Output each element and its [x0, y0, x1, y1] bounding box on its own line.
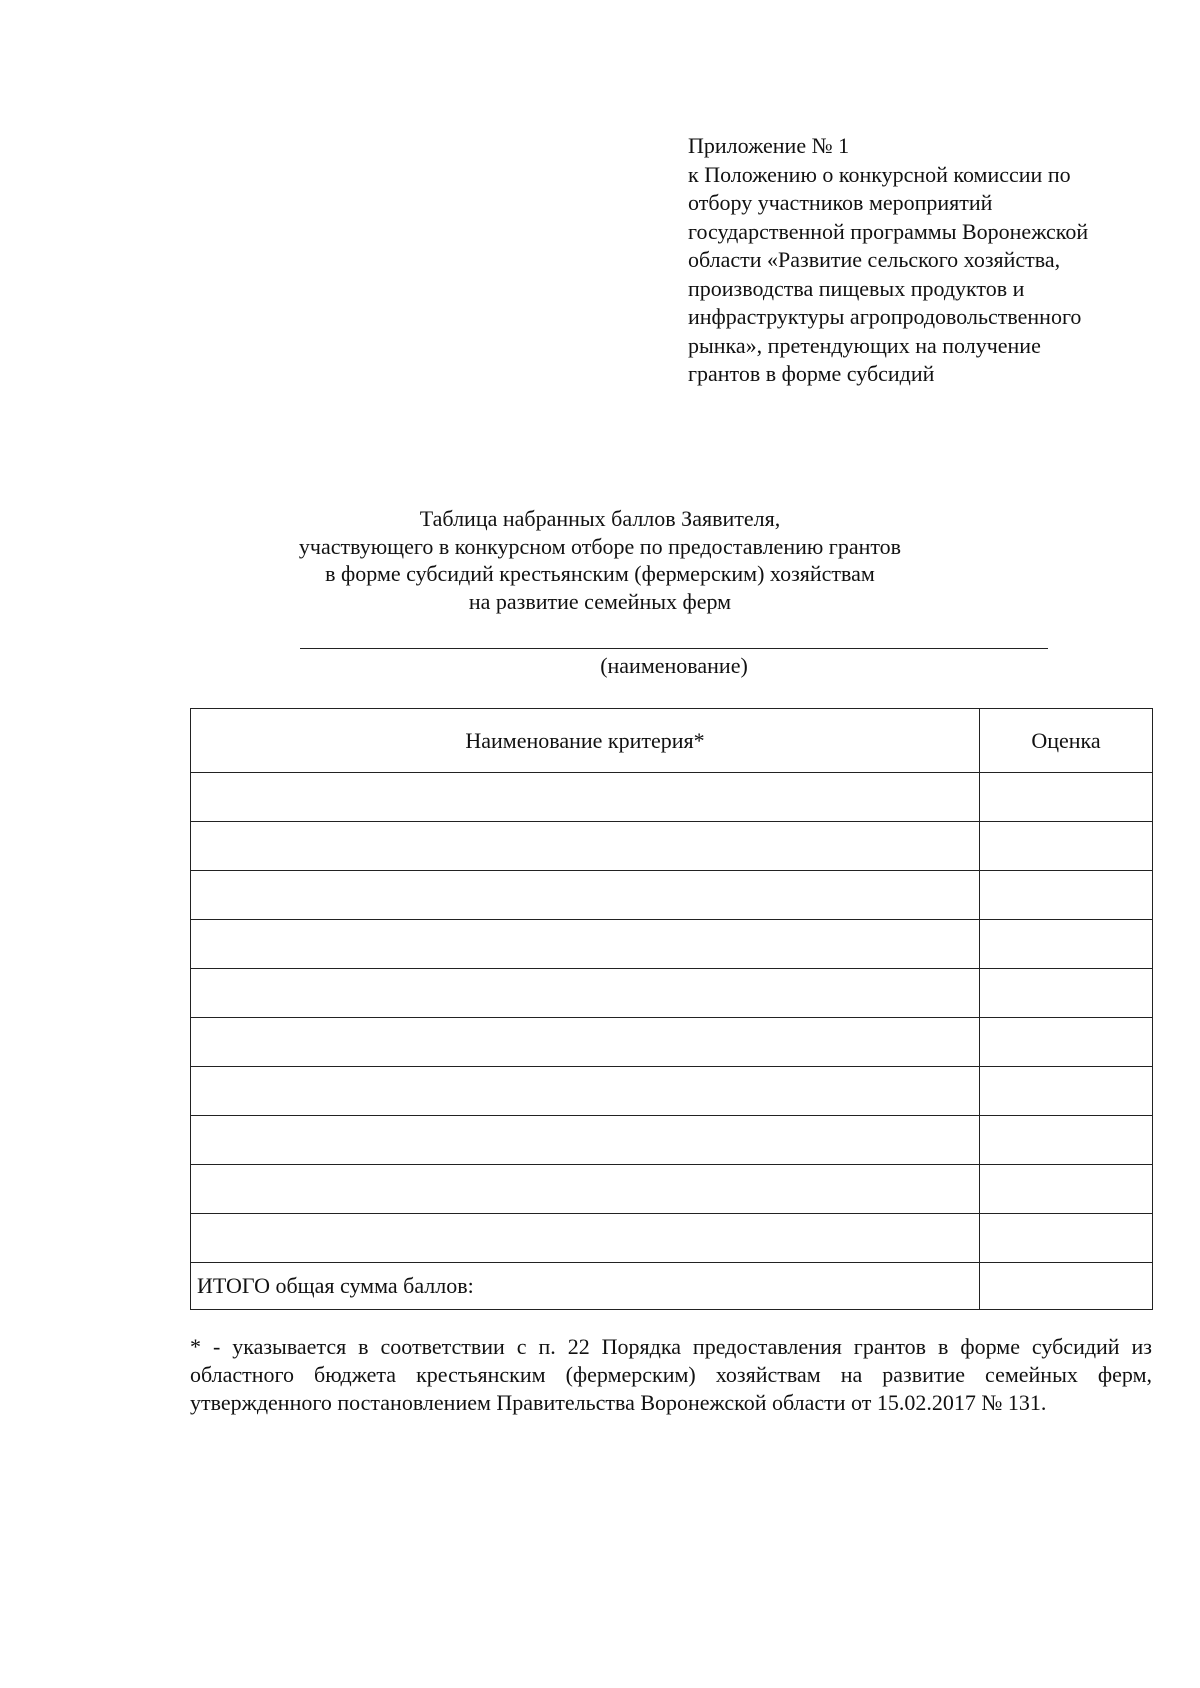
- score-cell: [980, 822, 1153, 871]
- appendix-line: Приложение № 1: [688, 133, 850, 158]
- title-line: Таблица набранных баллов Заявителя,: [419, 506, 781, 531]
- title-line: на развитие семейных ферм: [468, 588, 732, 614]
- total-label: ИТОГО общая сумма баллов:: [191, 1263, 980, 1310]
- appendix-heading: [688, 132, 1158, 389]
- criterion-cell: [191, 773, 980, 822]
- criterion-cell: [191, 1018, 980, 1067]
- criterion-cell: [191, 871, 980, 920]
- table-row: [191, 1067, 1153, 1116]
- appendix-line: производства пищевых продуктов и: [688, 275, 1025, 301]
- document-title: [190, 505, 1010, 615]
- table-header-row: [191, 709, 1153, 773]
- table-row: [191, 969, 1153, 1018]
- table-row: [191, 1214, 1153, 1263]
- criterion-cell: [191, 1067, 980, 1116]
- score-cell: [980, 1018, 1153, 1067]
- appendix-line: к Положению о конкурсной комиссии по: [688, 161, 1071, 187]
- appendix-line: области «Развитие сельского хозяйства,: [688, 247, 1061, 272]
- criterion-cell: [191, 822, 980, 871]
- appendix-line: отбору участников мероприятий: [688, 190, 993, 215]
- title-line: участвующего в конкурсном отборе по предоставлению грантов: [298, 533, 902, 559]
- criterion-cell: [191, 1214, 980, 1263]
- score-cell: [980, 1165, 1153, 1214]
- score-cell: [980, 1067, 1153, 1116]
- appendix-line: грантов в форме субсидий: [688, 361, 935, 386]
- score-cell: [980, 871, 1153, 920]
- appendix-line: государственной программы Воронежской: [688, 218, 1089, 244]
- table-row: [191, 920, 1153, 969]
- name-caption: (наименование): [600, 653, 748, 678]
- table-row: [191, 773, 1153, 822]
- criterion-cell: [191, 969, 980, 1018]
- criterion-cell: [191, 1165, 980, 1214]
- table-row: [191, 871, 1153, 920]
- score-cell: [980, 773, 1153, 822]
- table-row: [191, 822, 1153, 871]
- total-row: [191, 1263, 1153, 1310]
- header-criterion: Наименование критерия*: [191, 709, 980, 773]
- criterion-cell: [191, 1116, 980, 1165]
- criteria-table: [190, 708, 1153, 1310]
- table-row: [191, 1018, 1153, 1067]
- table-row: [191, 1165, 1153, 1214]
- header-score: Оценка: [980, 709, 1153, 773]
- score-cell: [980, 920, 1153, 969]
- footnote: * - указывается в соответствии с п. 22 Порядка предоставления грантов в форме субсидий из областного бюджета крестьянским (фермерским) хозяйствам на развитие семейных ферм, утвержденного постановлением Правительства Воронежской области от 15.02.2017 № 131.: [190, 1334, 1152, 1415]
- appendix-line: рынка», претендующих на получение: [688, 332, 1041, 358]
- total-value: [980, 1263, 1153, 1310]
- appendix-line: инфраструктуры агропродовольственного: [688, 304, 1082, 329]
- score-cell: [980, 969, 1153, 1018]
- score-cell: [980, 1116, 1153, 1165]
- name-underline: [300, 648, 1048, 649]
- title-line: в форме субсидий крестьянским (фермерским) хозяйствам: [325, 561, 875, 586]
- score-cell: [980, 1214, 1153, 1263]
- criterion-cell: [191, 920, 980, 969]
- table-row: [191, 1116, 1153, 1165]
